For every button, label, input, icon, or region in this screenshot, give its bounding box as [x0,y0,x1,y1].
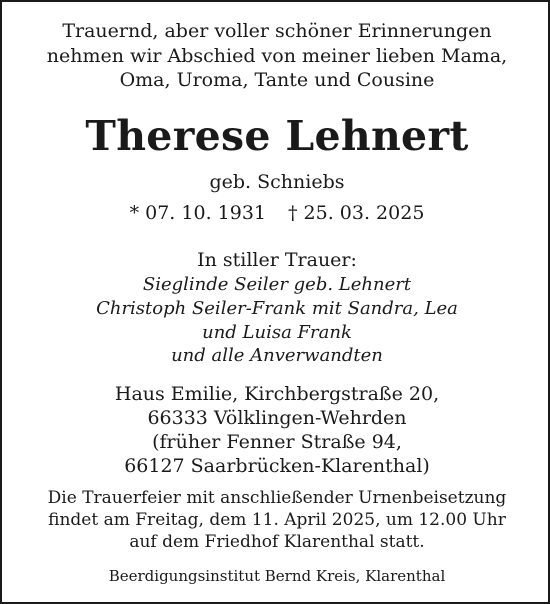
mourners-heading: In stiller Trauer: [197,249,357,271]
address-line: Haus Emilie, Kirchbergstraße 20, [114,383,440,405]
mourner-line: Sieglinde Seiler geb. Lehnert [142,274,412,295]
funeral-line: findet am Freitag, dem 11. April 2025, um 12.00 Uhr [48,510,506,530]
undertaker: Beerdigungsinstitut Bernd Kreis, Klarenthal [108,567,446,585]
intro-line: nehmen wir Abschied von meiner lieben Mama, [46,45,508,67]
funeral-line: auf dem Friedhof Klarenthal statt. [129,532,425,552]
mourner-line: und Luisa Frank [202,322,352,343]
intro-line: Oma, Uroma, Tante und Cousine [119,69,435,91]
mourner-line: und alle Anverwandten [171,345,383,366]
address-line: 66127 Saarbrücken-Klarenthal) [124,455,430,477]
address-line: 66333 Völklingen-Wehrden [147,407,407,429]
birth-name: geb. Schniebs [209,171,345,193]
mourner-line: Christoph Seiler-Frank mit Sandra, Lea [96,298,458,319]
life-dates [2,202,550,224]
funeral-line: Die Trauerfeier mit anschließender Urnenbeisetzung [47,488,507,508]
birth-date: * 07. 10. 1931 [129,202,266,224]
address-line: (früher Fenner Straße 94, [152,431,402,453]
deceased-name: Therese Lehnert [85,112,469,160]
intro-line: Trauernd, aber voller schöner Erinnerungen [62,20,492,42]
death-date: † 25. 03. 2025 [288,202,425,224]
